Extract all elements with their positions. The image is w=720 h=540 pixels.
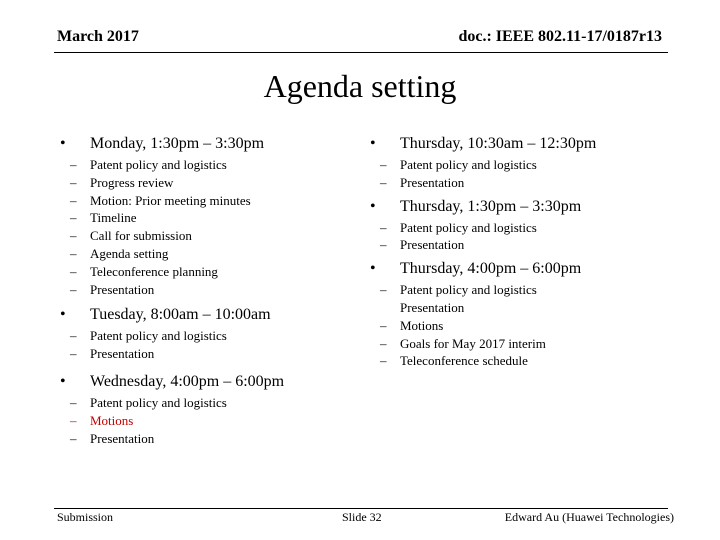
bullet-icon: • [370, 135, 376, 152]
session-label: Monday, 1:30pm – 3:30pm [90, 135, 265, 152]
list-item: – Presentation [70, 346, 155, 362]
bullet-icon: • [370, 197, 376, 215]
bullet-icon: • [60, 135, 66, 152]
dash-icon: – [70, 174, 77, 190]
dash-icon: – [380, 174, 387, 190]
list-item: – Patent policy and logistics [70, 394, 227, 410]
session-label: Tuesday, 8:00am – 10:00am [90, 306, 271, 324]
footer-submission: Submission [57, 510, 114, 524]
list-item: – Motions [380, 317, 444, 333]
dash-icon: – [380, 353, 387, 369]
list-item: – Presentation [70, 281, 155, 297]
list-item: – Patent policy and logistics [70, 328, 227, 344]
dash-icon: – [380, 157, 387, 172]
list-item: – Teleconference planning [70, 263, 218, 279]
header-rule [54, 52, 668, 53]
header-date: March 2017 [57, 28, 139, 45]
dash-icon: – [70, 263, 77, 279]
bullet-icon: • [60, 372, 66, 390]
dash-icon: – [70, 228, 77, 244]
list-item: – Patent policy and logistics [380, 282, 537, 298]
session-label: Thursday, 1:30pm – 3:30pm [400, 197, 582, 215]
list-item: – Motion: Prior meeting minutes [70, 192, 251, 208]
dash-icon: – [70, 394, 77, 410]
dash-icon: – [70, 430, 77, 446]
dash-icon: – [70, 157, 77, 172]
session-label: Thursday, 4:00pm – 6:00pm [400, 260, 582, 278]
footer-author: Edward Au (Huawei Technologies) [504, 510, 674, 524]
bullet-icon: • [60, 306, 66, 324]
list-item: – Agenda setting [70, 245, 169, 261]
list-item: – Patent policy and logistics [380, 219, 537, 235]
list-item: – Call for submission [70, 228, 192, 244]
dash-icon: – [380, 335, 387, 351]
dash-icon: – [380, 282, 387, 298]
session-label: Thursday, 10:30am – 12:30pm [400, 135, 597, 152]
left-column [60, 133, 360, 447]
session-wednesday [60, 371, 360, 447]
dash-icon: – [70, 192, 77, 208]
dash-icon: – [70, 210, 77, 226]
list-item: – Timeline [70, 210, 137, 226]
list-item: – Presentation [70, 430, 155, 446]
dash-icon: – [380, 317, 387, 333]
header-doc-id: doc.: IEEE 802.11-17/0187r13 [458, 28, 662, 45]
dash-icon: – [70, 245, 77, 261]
footer-slide-number: Slide 32 [342, 510, 382, 524]
footer-rule [54, 508, 668, 509]
list-item: – Progress review [70, 174, 174, 190]
bullet-icon: • [370, 260, 376, 278]
list-item: – Presentation [380, 174, 465, 190]
dash-icon: – [380, 219, 387, 235]
session-thursday-evening [370, 258, 670, 370]
session-label: Wednesday, 4:00pm – 6:00pm [90, 372, 285, 390]
session-tuesday [60, 304, 360, 363]
list-item: – Patent policy and logistics [70, 157, 227, 172]
session-thursday-morning [370, 133, 670, 192]
right-column [370, 133, 670, 370]
dash-icon: – [380, 237, 387, 253]
list-item: – Teleconference schedule [380, 353, 528, 369]
slide-title: Agenda setting [263, 68, 457, 104]
dash-icon: – [70, 412, 77, 428]
session-monday [60, 133, 360, 298]
list-item-highlighted: – Motions [70, 412, 134, 428]
dash-icon: – [70, 328, 77, 344]
list-item: – Presentation [380, 237, 465, 253]
dash-icon: – [70, 346, 77, 362]
list-item-continued: Presentation [400, 299, 465, 315]
session-thursday-afternoon [370, 196, 670, 255]
list-item: – Patent policy and logistics [380, 157, 537, 172]
list-item: – Goals for May 2017 interim [380, 335, 546, 351]
dash-icon: – [70, 281, 77, 297]
